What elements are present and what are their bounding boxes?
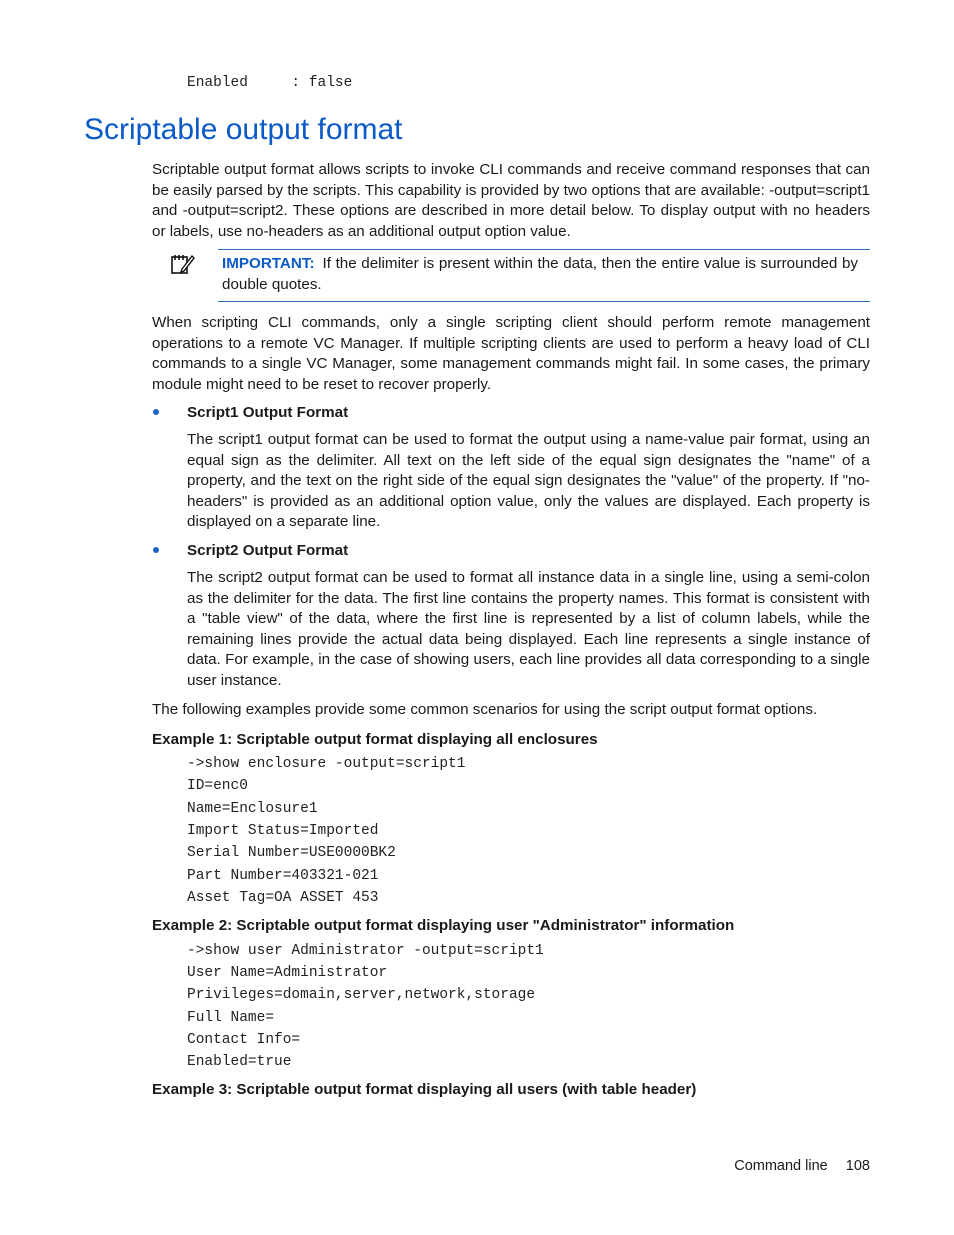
- code-line: ID=enc0: [187, 778, 248, 795]
- bullet-heading-script2: Script2 Output Format: [187, 542, 349, 559]
- important-note-content: [222, 254, 858, 295]
- code-line: Part Number=403321-021: [187, 867, 379, 884]
- example-3-heading: Example 3: Scriptable output format displaying all users (with table header): [152, 1081, 697, 1098]
- footer-section: Command line: [734, 1158, 828, 1174]
- code-line: Import Status=Imported: [187, 822, 379, 839]
- code-line: Name=Enclosure1: [187, 800, 318, 817]
- code-line: Asset Tag=OA ASSET 453: [187, 889, 379, 906]
- code-line: Full Name=: [187, 1009, 275, 1026]
- code-line: Contact Info=: [187, 1031, 301, 1048]
- code-line: ->show enclosure -output=script1: [187, 756, 466, 772]
- code-line: Enabled=true: [187, 1054, 292, 1070]
- example-2-heading: Example 2: Scriptable output format displaying user "Administrator" information: [152, 917, 735, 934]
- bullet-dot: [153, 409, 159, 415]
- intro-paragraph: Scriptable output format allows scripts to invoke CLI commands and receive command responses that can be easily parsed by the scripts. This capability is provided by two options that are available: -output=script1 and -output=script2. These options are described in more detail below. To display output with no headers or labels, use no-headers as an additional output option value.: [152, 161, 870, 240]
- important-label: IMPORTANT:: [222, 255, 315, 272]
- example-1-heading: Example 1: Scriptable output format displaying all enclosures: [152, 731, 598, 748]
- examples-intro-paragraph: The following examples provide some common scenarios for using the script output format options.: [152, 701, 818, 718]
- bullet-text-script2: The script2 output format can be used to format all instance data in a single line, using a semi-colon as the delimiter for the data. The first line contains the property names. This format is consistent with a "table view" of the data, where the first line is represented by a list of column labels, while the remaining lines provide the actual data being displayed. Each line represents a single instance of data. For example, in the case of showing users, each line provides all data corresponding to a single user instance.: [187, 569, 870, 689]
- important-note-icon: [170, 252, 196, 281]
- footer-page-number: 108: [845, 1158, 870, 1174]
- scripting-paragraph: When scripting CLI commands, only a single scripting client should perform remote management operations to a remote VC Manager. If multiple scripting clients are used to perform a heavy load of CLI commands to a single VC Manager, some management commands might fail. In some cases, the primary module might need to be reset to recover properly.: [152, 314, 870, 393]
- code-line: User Name=Administrator: [187, 965, 388, 982]
- important-text: If the delimiter is present within the data, then the entire value is surrounded by double quotes.: [222, 255, 858, 293]
- page-footer: [734, 1158, 870, 1174]
- bullet-heading-script1: Script1 Output Format: [187, 404, 349, 421]
- code-line: Privileges=domain,server,network,storage: [187, 987, 536, 1004]
- page-title: Scriptable output format: [84, 113, 403, 146]
- bullet-dot: [153, 547, 159, 553]
- important-note: [218, 249, 870, 302]
- bullet-text-script1: The script1 output format can be used to format the output using a name-value pair format, using an equal sign as the delimiter. All text on the left side of the equal sign designates the "name" of a property, and the text on the right side of the equal sign designates the "value" of the property. If "no-headers" is provided as an additional option value, only the values are displayed. Each property is displayed on a separate line.: [187, 431, 870, 531]
- top-code-line: Enabled : false: [187, 75, 353, 91]
- code-line: Serial Number=USE0000BK2: [187, 845, 396, 862]
- code-line: ->show user Administrator -output=script1: [187, 943, 544, 959]
